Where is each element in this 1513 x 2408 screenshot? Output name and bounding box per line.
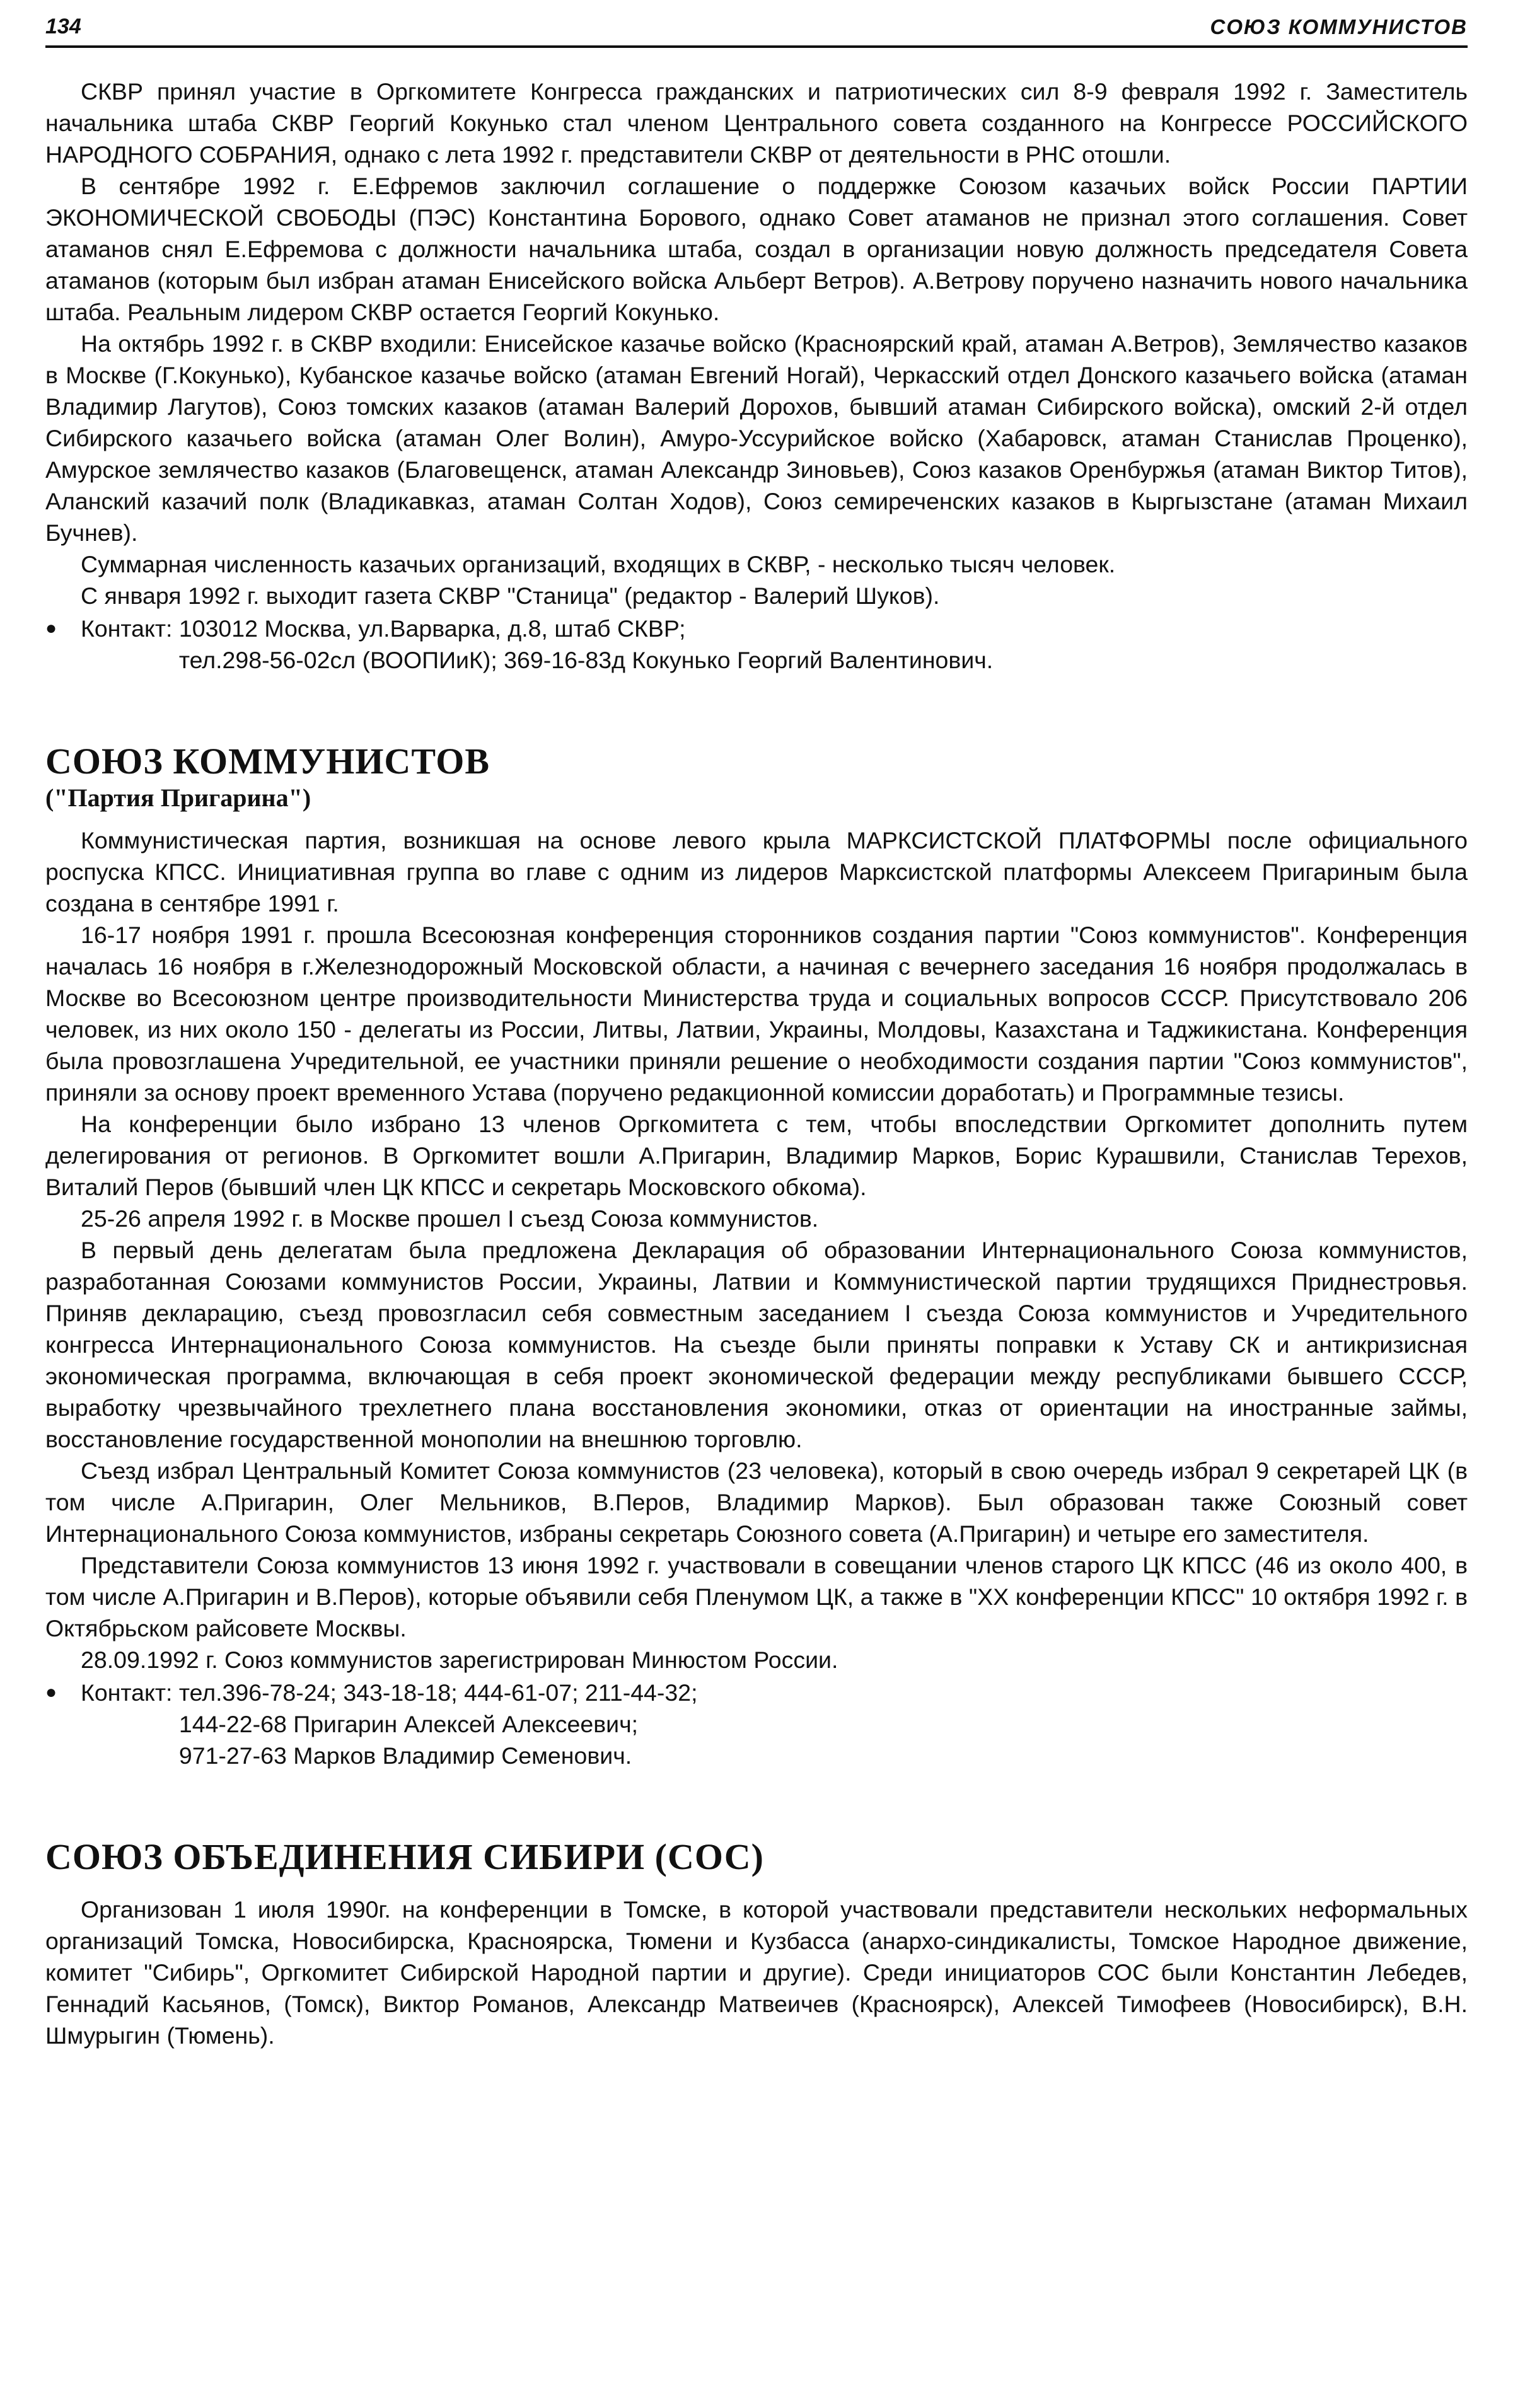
running-header [45, 13, 1468, 48]
paragraph: 25-26 апреля 1992 г. в Москве прошел I съезд Союза коммунистов. [81, 1205, 819, 1232]
paragraph: В сентябре 1992 г. Е.Ефремов заключил соглашение о поддержке Союзом казачьих войск России ПАРТИИ ЭКОНОМИЧЕСКОЙ СВОБОДЫ (ПЭС) Константина Борового, однако Совет атаманов не признал этого соглашения. Совет атаманов снял Е.Ефремова с должности начальника штаба, создал в организации новую должность председателя Совета атаманов (которым был избран атаман Енисейского войска Альберт Ветров). А.Ветрову поручено назначить нового начальника штаба. Реальным лидером СКВР остается Георгий Кокунько. [45, 173, 1468, 325]
contact-line: тел.298-56-02сл (ВООПИиК); 369-16-83д Кокунько Георгий Валентинович. [178, 647, 994, 673]
contact-line: 144-22-68 Пригарин Алексей Алексеевич; [178, 1711, 639, 1737]
contact-block [45, 613, 1468, 676]
contact-line: 971-27-63 Марков Владимир Семенович. [178, 1742, 632, 1769]
contact-line: 103012 Москва, ул.Варварка, д.8, штаб СКВР; [178, 615, 686, 642]
section-body [45, 825, 1468, 1771]
intro-block [45, 76, 1468, 676]
paragraph: На октябрь 1992 г. в СКВР входили: Енисейское казачье войско (Красноярский край, атаман А.Ветров), Землячество казаков в Москве (Г.Кокунько), Кубанское казачье войско (атаман Евгений Ногай), Черкасский отдел Донского казачьего войска (атаман Владимир Лагутов), Союз томских казаков (атаман Валерий Дорохов, бывший атаман Сибирского войска), омский 2-й отдел Сибирского казачьего войска (атаман Олег Волин), Амуро-Уссурийское войско (Хабаровск, атаман Станислав Проценко), Амурское землячество казаков (Благовещенск, атаман Александр Зиновьев), Союз казаков Оренбуржья (атаман Виктор Титов), Аланский казачий полк (Владикавказ, атаман Солтан Ходов), Союз семиреченских казаков в Кыргызстане (атаман Михаил Бучнев). [45, 330, 1468, 546]
bullet-icon: ● [45, 1682, 57, 1703]
paragraph: 28.09.1992 г. Союз коммунистов зарегистрирован Минюстом России. [81, 1647, 838, 1673]
paragraph: СКВР принял участие в Оргкомитете Конгресса гражданских и патриотических сил 8-9 февраля 1992 г. Заместитель начальника штаба СКВР Георгий Кокунько стал членом Центрального совета созданного на Конгрессе РОССИЙСКОГО НАРОДНОГО СОБРАНИЯ, однако с лета 1992 г. представители СКВР от деятельности в РНС отошли. [45, 78, 1468, 168]
section-subtitle: ("Партия Пригарина") [45, 784, 311, 812]
section-title: СОЮЗ ОБЪЕДИНЕНИЯ СИБИРИ (СОС) [45, 1836, 764, 1877]
page-number: 134 [45, 14, 81, 38]
paragraph: Организован 1 июля 1990г. на конференции в Томске, в которой участвовали представители нескольких неформальных организаций Томска, Новосибирска, Красноярска, Тюмени и Кузбасса (анархо-синдикалисты, Томское Народное движение, комитет "Сибирь", Оргкомитет Сибирской Народной партии и другие). Среди инициаторов СОС были Константин Лебедев, Геннадий Касьянов, (Томск), Виктор Романов, Александр Матвеичев (Красноярск), Алексей Тимофеев (Новосибирск), В.Н. Шмурыгин (Тюмень). [45, 1896, 1468, 2049]
paragraph: Суммарная численность казачьих организаций, входящих в СКВР, - несколько тысяч человек. [81, 551, 1116, 577]
paragraph: Съезд избрал Центральный Комитет Союза коммунистов (23 человека), который в свою очередь избрал 9 секретарей ЦК (в том числе А.Пригарин, Олег Мельников, В.Перов, Владимир Марков). Был образован также Союзный совет Интернационального Союза коммунистов, избраны секретарь Союзного совета (А.Пригарин) и четыре его заместителя. [45, 1457, 1468, 1547]
paragraph: На конференции было избрано 13 членов Оргкомитета с тем, чтобы впоследствии Оргкомитет дополнить путем делегирования от регионов. В Оргкомитет вошли А.Пригарин, Владимир Марков, Борис Курашвили, Станислав Терехов, Виталий Перов (бывший член ЦК КПСС и секретарь Московского обкома). [45, 1111, 1468, 1200]
running-title: СОЮЗ КОММУНИСТОВ [1210, 15, 1468, 38]
section-title: СОЮЗ КОММУНИСТОВ [45, 741, 490, 782]
contact-label: Контакт: [81, 615, 179, 642]
paragraph: В первый день делегатам была предложена Декларация об образовании Интернационального Союза коммунистов, разработанная Союзами коммунистов России, Украины, Латвии и Коммунистической партии трудящихся Приднестровья. Приняв декларацию, съезд провозгласил себя совместным заседанием I съезда Союза коммунистов и Учредительного конгресса Интернационального Союза коммунистов. На съезде были приняты поправки к Уставу СК и антикризисная экономическая программа, включающая в себя проект экономической федерации между республиками бывшего СССР, выработку чрезвычайного трехлетнего плана восстановления экономики, отказ от ориентации на иностранные займы, восстановление государственной монополии на внешнюю торговлю. [45, 1237, 1468, 1452]
paragraph: Представители Союза коммунистов 13 июня 1992 г. участвовали в совещании членов старого ЦК КПСС (46 из около 400, в том числе А.Пригарин и В.Перов), которые объявили себя Пленумом ЦК, а также в "XX конференции КПСС" 10 октября 1992 г. в Октябрьском райсовете Москвы. [45, 1552, 1468, 1641]
paragraph: Коммунистическая партия, возникшая на основе левого крыла МАРКСИСТСКОЙ ПЛАТФОРМЫ после официального роспуска КПСС. Инициативная группа во главе с одним из лидеров Марксистской платформы Алексеем Пригариным была создана в сентябре 1991 г. [45, 827, 1468, 917]
contact-line: тел.396-78-24; 343-18-18; 444-61-07; 211-44-32; [178, 1679, 698, 1706]
page-content [45, 48, 1468, 2051]
section-body [45, 1894, 1468, 2051]
paragraph: 16-17 ноября 1991 г. прошла Всесоюзная конференция сторонников создания партии "Союз коммунистов". Конференция началась 16 ноября в г.Железнодорожный Московской области, а начиная с вечернего заседания 16 ноября продолжалась в Москве во Всесоюзном центре производительности Министерства труда и социальных вопросов СССР. Присутствовало 206 человек, из них около 150 - делегаты из России, Литвы, Латвии, Украины, Молдовы, Казахстана и Таджикистана. Конференция была провозглашена Учредительной, ее участники приняли решение о необходимости создания партии "Союз коммунистов", приняли за основу проект временного Устава (поручено редакционной комиссии доработать) и Программные тезисы. [45, 922, 1468, 1106]
bullet-icon: ● [45, 618, 57, 639]
paragraph: С января 1992 г. выходит газета СКВР "Станица" (редактор - Валерий Шуков). [81, 582, 940, 609]
contact-block [45, 1677, 1468, 1771]
contact-label: Контакт: [81, 1679, 179, 1706]
